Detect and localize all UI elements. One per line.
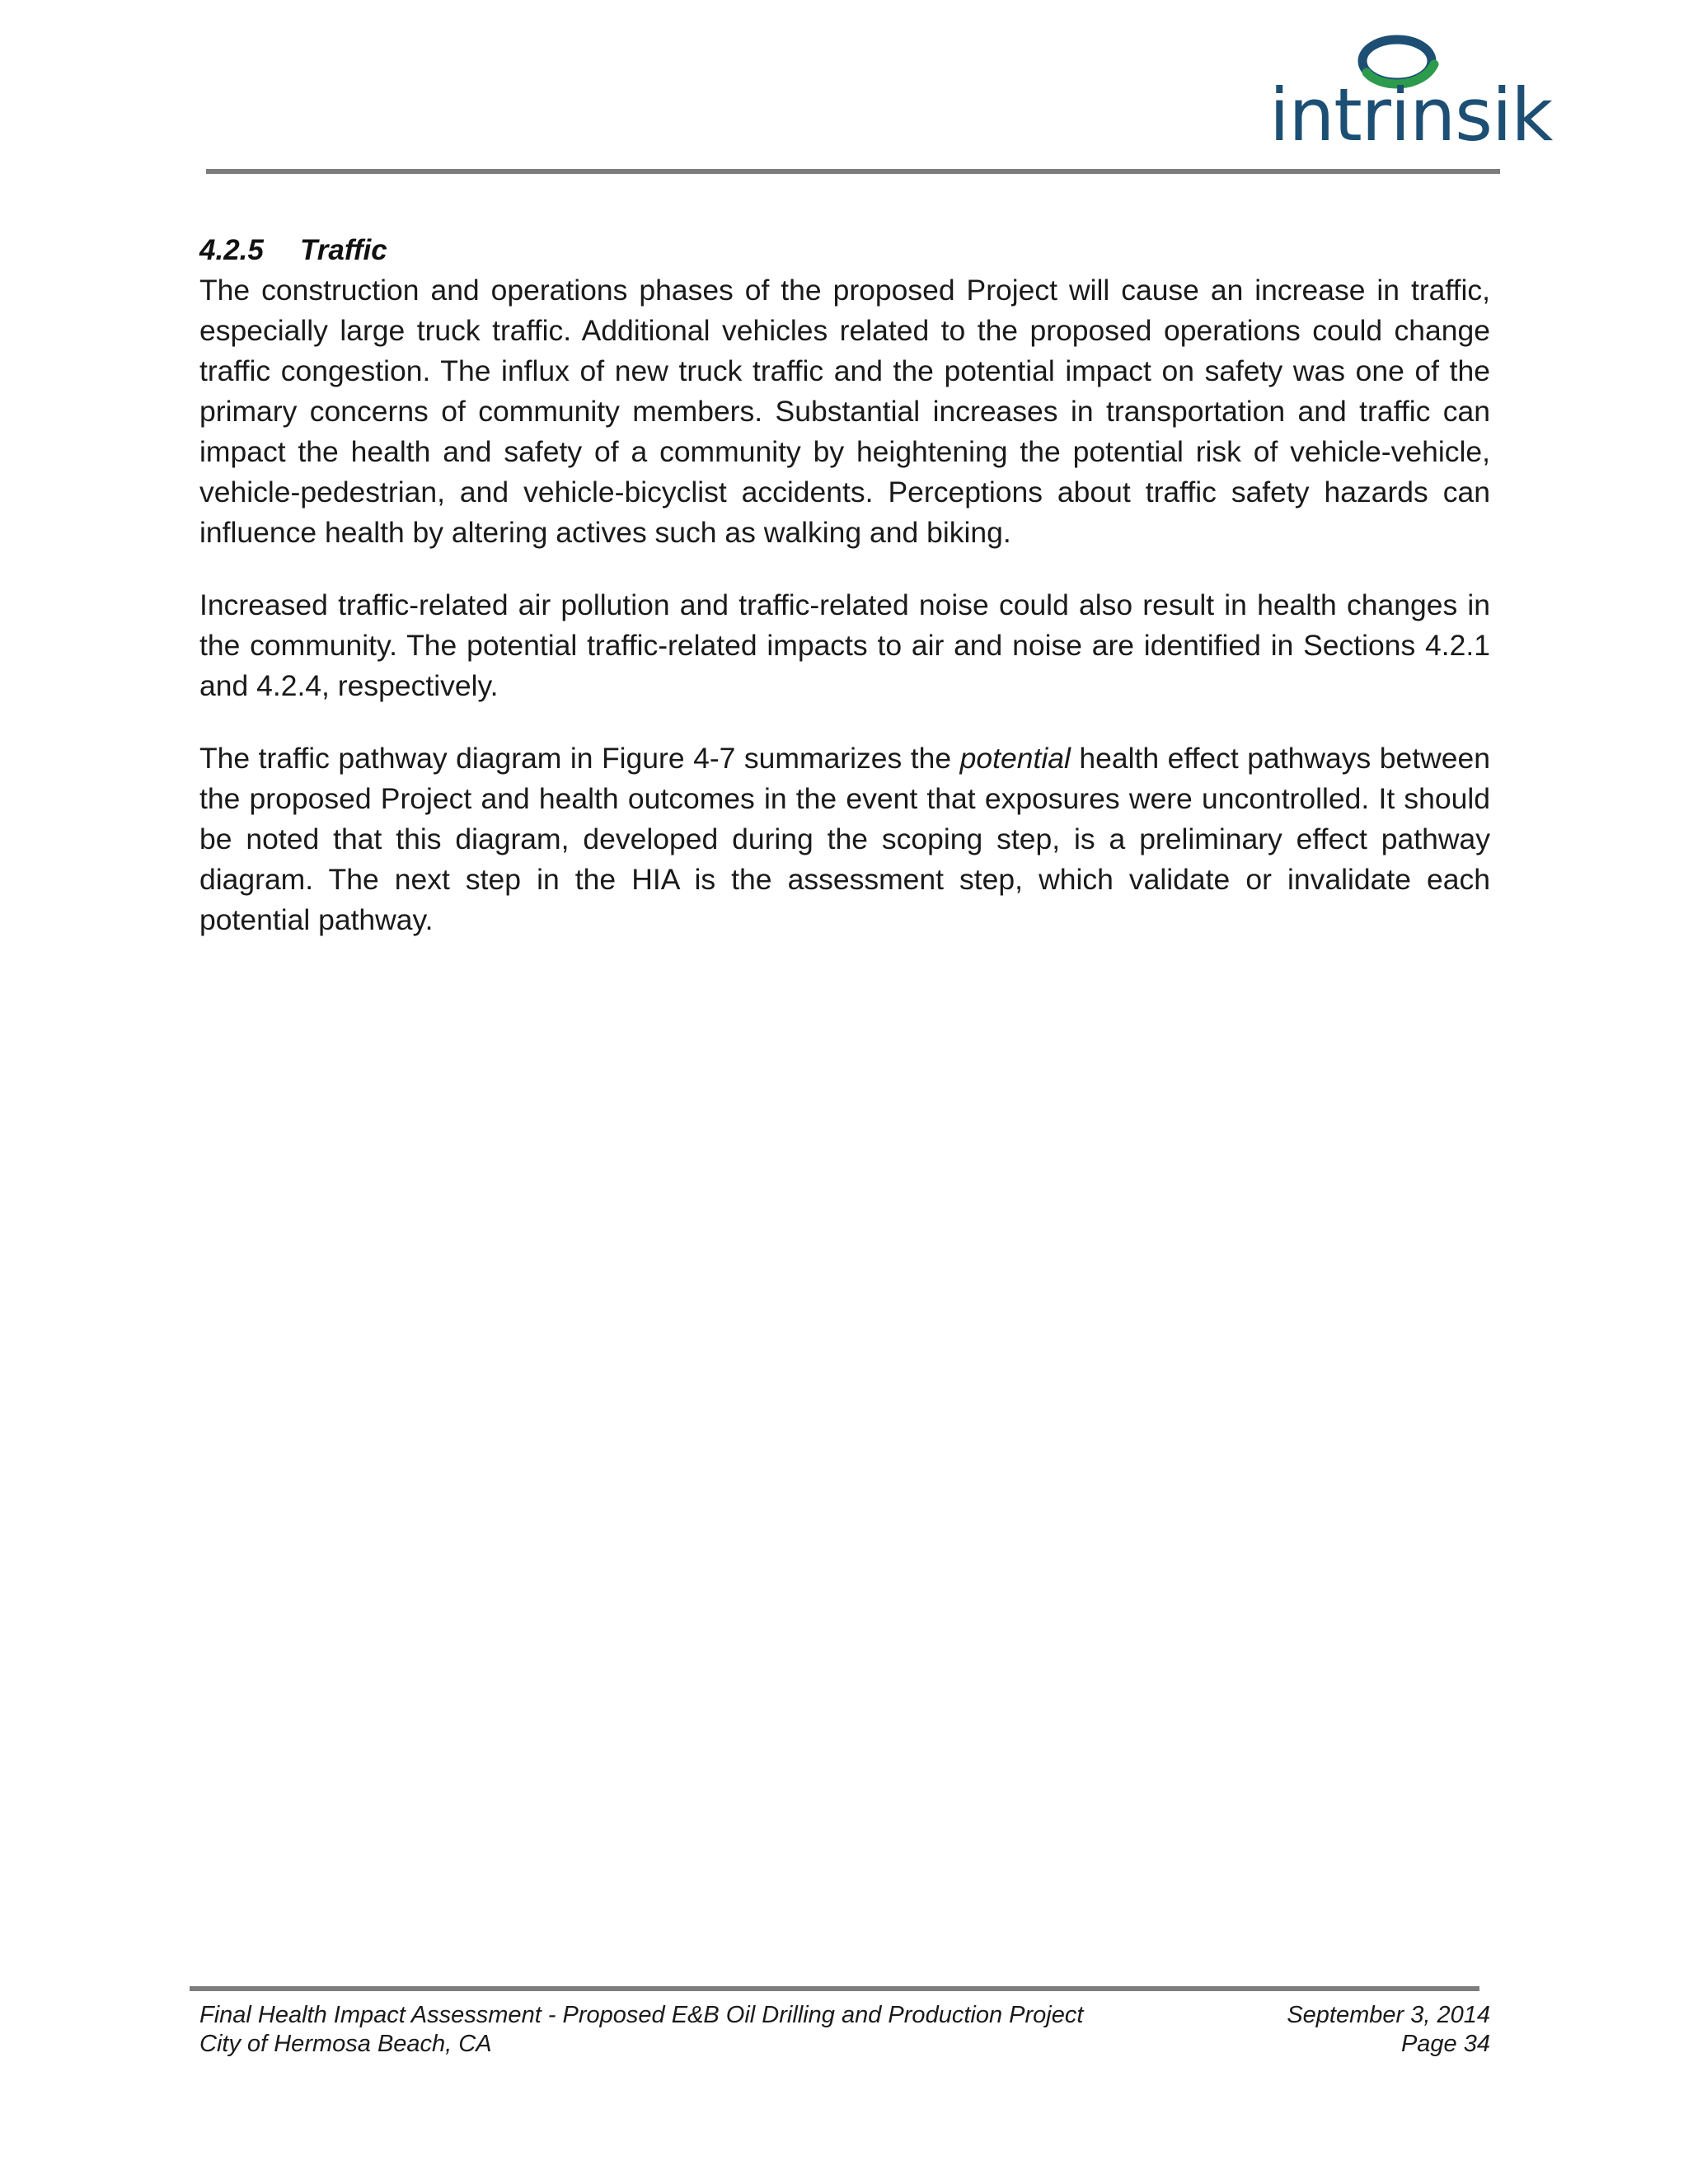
paragraph-1: The construction and operations phases of the proposed Project will cause an increase in traffic, especially large truck traffic. Additional vehicles related to the proposed operations could change traffic congestion. The influx of new truck traffic and the potential impact on safety was one of the primary concerns of community members. Substantial increases in transportation and traffic can impact the health and safety of a community by heightening the potential risk of vehicle-vehicle, vehicle-pedestrian, and vehicle-bicyclist accidents. Perceptions about traffic safety hazards can influence health by altering actives such as walking and biking. [199, 274, 1490, 549]
footer-doc-title: Final Health Impact Assessment - Proposed E&B Oil Drilling and Production Project [199, 2002, 1084, 2028]
footer-page-number: Page 34 [1400, 2031, 1490, 2057]
paragraph-3 [199, 738, 1490, 940]
paragraph-3-start: The traffic pathway diagram in Figure 4-7 summarizes the [199, 742, 960, 775]
paragraph-2: Increased traffic-related air pollution and traffic-related noise could also result in health changes in the community. The potential traffic-related impacts to air and noise are identified in Sections 4.2.1 and 4.2.4, respectively. [199, 588, 1490, 702]
paragraph-3-end: health effect pathways between the proposed Project and health outcomes in the event that exposures were uncontrolled. It should be noted that this diagram, developed during the scoping step, is a preliminary effect pathway diagram. The next step in the HIA is the assessment step, which validate or invalidate each potential pathway. [199, 742, 1490, 936]
logo-wordmark-text: intrinsik [1269, 73, 1553, 157]
page-footer [199, 2001, 1490, 2059]
section-heading [199, 231, 1490, 270]
paragraph-3-emphasis: potential [959, 742, 1071, 775]
footer-date: September 3, 2014 [1287, 2002, 1490, 2028]
logo-wordmark [1269, 73, 1553, 157]
footer-row-1 [199, 2001, 1490, 2030]
page-content [199, 231, 1490, 972]
footer-divider [190, 1986, 1479, 1991]
header-divider [206, 169, 1500, 174]
footer-row-2 [199, 2030, 1490, 2059]
footer-location: City of Hermosa Beach, CA [199, 2031, 492, 2057]
intrinsik-logo [1269, 31, 1553, 157]
section-title: Traffic [300, 234, 387, 266]
section-number: 4.2.5 [199, 234, 264, 266]
